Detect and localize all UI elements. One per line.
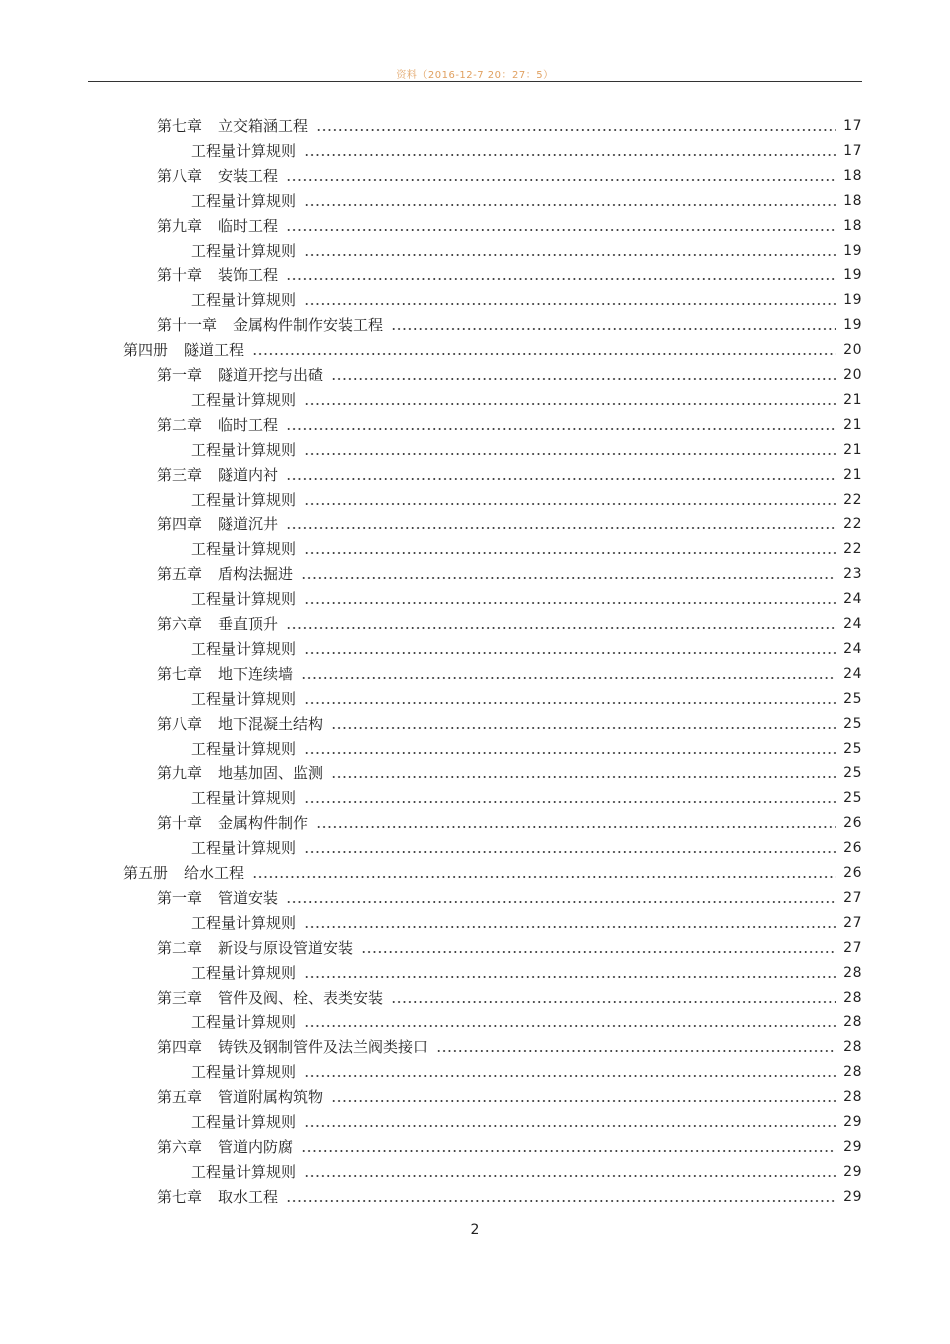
toc-entry[interactable] xyxy=(191,587,862,611)
toc-entry-name: 管道内防腐 xyxy=(218,1137,294,1156)
toc-entry-name: 工程量计算规则 xyxy=(191,689,297,708)
toc-entry[interactable] xyxy=(157,363,862,387)
toc-entry[interactable] xyxy=(157,986,862,1010)
toc-dot-leader xyxy=(286,179,836,181)
toc-entry[interactable] xyxy=(157,761,862,785)
toc-entry-title xyxy=(191,637,300,661)
toc-entry-page: 26 xyxy=(843,865,862,881)
toc-entry[interactable] xyxy=(157,164,862,188)
toc-entry[interactable] xyxy=(157,114,862,138)
toc-entry-name: 临时工程 xyxy=(218,415,279,434)
toc-entry-page: 24 xyxy=(843,665,862,682)
toc-entry[interactable] xyxy=(157,463,862,487)
toc-entry-page: 27 xyxy=(843,889,862,906)
toc-dot-leader xyxy=(331,727,836,729)
toc-dot-leader xyxy=(304,403,836,405)
toc-entry-name: 金属构件制作安装工程 xyxy=(233,316,384,335)
toc-entry-chapter: 第八章 xyxy=(157,714,203,733)
toc-entry-name: 工程量计算规则 xyxy=(191,739,297,758)
toc-entry[interactable] xyxy=(157,1185,862,1209)
toc-entry-name: 铸铁及钢制管件及法兰阀类接口 xyxy=(218,1038,429,1057)
toc-dot-leader xyxy=(286,1200,836,1202)
toc-entry-page: 24 xyxy=(843,640,862,657)
toc-dot-leader xyxy=(304,801,836,803)
toc-entry-page: 27 xyxy=(843,914,862,931)
toc-entry-name: 隧道沉井 xyxy=(218,515,279,534)
toc-entry-name: 工程量计算规则 xyxy=(191,1063,297,1082)
toc-dot-leader xyxy=(304,552,836,554)
toc-entry[interactable] xyxy=(191,139,862,163)
toc-entry[interactable] xyxy=(157,712,862,736)
toc-entry-page: 25 xyxy=(843,740,862,757)
toc-dot-leader xyxy=(304,154,836,156)
toc-entry-page: 25 xyxy=(843,765,862,782)
toc-entry-name: 工程量计算规则 xyxy=(191,241,297,260)
toc-entry-chapter: 第五章 xyxy=(157,1088,203,1107)
toc-entry-title xyxy=(191,587,300,611)
toc-entry-title xyxy=(157,612,282,636)
toc-dot-leader xyxy=(286,627,836,629)
toc-dot-leader xyxy=(304,652,836,654)
toc-entry-page: 17 xyxy=(843,142,862,159)
header-rule xyxy=(88,81,862,82)
toc-dot-leader xyxy=(304,453,836,455)
toc-entry[interactable] xyxy=(157,562,862,586)
toc-dot-leader xyxy=(301,1150,836,1152)
toc-entry-title xyxy=(191,438,300,462)
toc-entry-page: 19 xyxy=(843,267,862,284)
toc-entry-title xyxy=(191,1010,300,1034)
toc-entry-chapter: 第四章 xyxy=(157,1038,203,1057)
toc-dot-leader xyxy=(331,776,836,778)
toc-dot-leader xyxy=(361,951,836,953)
toc-dot-leader xyxy=(304,1025,836,1027)
toc-entry-page: 21 xyxy=(843,416,862,433)
toc-entry-name: 隧道开挖与出碴 xyxy=(218,366,324,384)
toc-entry[interactable] xyxy=(157,214,862,238)
toc-entry[interactable] xyxy=(191,388,862,412)
toc-entry-page: 25 xyxy=(843,790,862,807)
toc-entry-chapter: 第十一章 xyxy=(157,316,218,335)
toc-entry-name: 工程量计算规则 xyxy=(191,1162,297,1181)
toc-entry-name: 隧道内衬 xyxy=(218,465,279,484)
toc-entry-name: 工程量计算规则 xyxy=(191,963,297,982)
toc-entry[interactable] xyxy=(157,413,862,437)
toc-entry-page: 29 xyxy=(843,1188,862,1205)
toc-entry-title xyxy=(157,512,282,536)
toc-entry-page: 22 xyxy=(843,491,862,508)
toc-entry-chapter: 第五册 xyxy=(123,864,169,882)
toc-entry-title xyxy=(157,1085,327,1109)
toc-entry-page: 19 xyxy=(843,292,862,309)
toc-entry-chapter: 第二章 xyxy=(157,415,203,434)
toc-entry[interactable] xyxy=(191,1060,862,1084)
toc-entry[interactable] xyxy=(157,662,862,686)
toc-entry-page: 29 xyxy=(843,1163,862,1180)
toc-dot-leader xyxy=(286,229,836,231)
toc-entry-title xyxy=(191,537,300,561)
toc-entry[interactable] xyxy=(157,1135,862,1159)
toc-entry-page: 22 xyxy=(843,516,862,533)
toc-entry-chapter: 第一章 xyxy=(157,366,203,384)
toc-entry-page: 28 xyxy=(843,964,862,981)
toc-entry-title xyxy=(157,1185,282,1209)
toc-entry-title xyxy=(191,239,300,263)
toc-dot-leader xyxy=(301,677,836,679)
toc-entry-page: 21 xyxy=(843,391,862,408)
toc-entry[interactable] xyxy=(191,687,862,711)
toc-entry-name: 管件及阀、栓、表类安装 xyxy=(218,988,384,1007)
toc-dot-leader xyxy=(436,1050,836,1052)
toc-dot-leader xyxy=(304,752,836,754)
toc-entry-name: 工程量计算规则 xyxy=(191,291,297,310)
toc-dot-leader xyxy=(304,204,836,206)
toc-dot-leader xyxy=(252,353,836,355)
toc-entry-title xyxy=(123,861,248,885)
toc-entry[interactable] xyxy=(191,836,862,860)
toc-entry-title xyxy=(157,263,282,287)
toc-entry[interactable] xyxy=(191,911,862,935)
toc-dot-leader xyxy=(304,1175,836,1177)
toc-entry-page: 27 xyxy=(843,939,862,956)
toc-entry-chapter: 第三章 xyxy=(157,465,203,484)
toc-entry-name: 盾构法掘进 xyxy=(218,565,294,584)
toc-entry-name: 管道安装 xyxy=(218,888,279,907)
toc-entry-title xyxy=(191,1060,300,1084)
toc-entry-name: 地基加固、监测 xyxy=(218,764,324,783)
toc-entry-name: 取水工程 xyxy=(218,1187,279,1206)
toc-dot-leader xyxy=(252,876,836,878)
toc-entry[interactable] xyxy=(191,189,862,213)
toc-entry[interactable] xyxy=(157,512,862,536)
toc-entry-page: 24 xyxy=(843,591,862,608)
toc-entry-title xyxy=(191,911,300,935)
toc-entry[interactable] xyxy=(157,811,862,835)
toc-dot-leader xyxy=(304,1075,836,1077)
toc-entry-name: 给水工程 xyxy=(184,864,245,882)
toc-entry[interactable] xyxy=(191,488,862,512)
toc-entry[interactable] xyxy=(191,239,862,263)
toc-entry-title xyxy=(191,1160,300,1184)
toc-entry[interactable] xyxy=(157,612,862,636)
toc-entry-title xyxy=(157,114,312,138)
toc-dot-leader xyxy=(391,328,836,330)
toc-entry[interactable] xyxy=(123,861,862,885)
toc-entry-title xyxy=(157,712,327,736)
toc-entry-title xyxy=(191,786,300,810)
toc-entry-chapter: 第八章 xyxy=(157,166,203,185)
toc-entry-name: 工程量计算规则 xyxy=(191,590,297,609)
toc-entry-title xyxy=(157,986,387,1010)
toc-entry-chapter: 第十章 xyxy=(157,814,203,833)
toc-entry-title xyxy=(157,313,387,337)
toc-entry-title xyxy=(191,388,300,412)
toc-entry[interactable] xyxy=(157,1035,862,1059)
toc-dot-leader xyxy=(286,527,836,529)
toc-entry-title xyxy=(157,562,297,586)
toc-entry-name: 地下连续墙 xyxy=(218,664,294,683)
toc-entry-title xyxy=(191,189,300,213)
toc-entry[interactable] xyxy=(191,1110,862,1134)
toc-entry-chapter: 第三章 xyxy=(157,988,203,1007)
toc-dot-leader xyxy=(304,254,836,256)
toc-entry-title xyxy=(191,1110,300,1134)
toc-entry-chapter: 第十章 xyxy=(157,266,203,285)
toc-entry-title xyxy=(191,737,300,761)
toc-dot-leader xyxy=(286,478,836,480)
toc-dot-leader xyxy=(304,926,836,928)
toc-entry-chapter: 第七章 xyxy=(157,1187,203,1206)
toc-entry-chapter: 第四章 xyxy=(157,515,203,534)
toc-entry-chapter: 第七章 xyxy=(157,117,203,135)
toc-entry-name: 管道附属构筑物 xyxy=(218,1088,324,1107)
toc-dot-leader xyxy=(304,851,836,853)
toc-entry-title xyxy=(123,338,248,362)
toc-entry-name: 立交箱涵工程 xyxy=(218,117,309,135)
toc-entry-page: 29 xyxy=(843,1114,862,1130)
toc-entry-page: 21 xyxy=(843,466,862,483)
toc-dot-leader xyxy=(331,378,836,380)
toc-entry-name: 地下混凝土结构 xyxy=(218,714,324,733)
toc-entry-name: 工程量计算规则 xyxy=(191,1013,297,1032)
toc-dot-leader xyxy=(286,901,836,903)
toc-entry-page: 19 xyxy=(843,317,862,334)
toc-entry-name: 工程量计算规则 xyxy=(191,839,297,858)
toc-dot-leader xyxy=(331,1100,836,1102)
toc-dot-leader xyxy=(304,702,836,704)
toc-entry-title xyxy=(157,214,282,238)
toc-entry-name: 安装工程 xyxy=(218,166,279,185)
toc-entry-page: 23 xyxy=(843,566,862,583)
toc-dot-leader xyxy=(316,129,836,131)
toc-entry-page: 19 xyxy=(843,242,862,259)
toc-entry-name: 临时工程 xyxy=(218,216,279,235)
toc-entry-page: 25 xyxy=(843,690,862,707)
header-text: 资料（2016-12-7 20：27：5） xyxy=(396,70,554,81)
toc-entry-chapter: 第九章 xyxy=(157,216,203,235)
toc-entry[interactable] xyxy=(191,537,862,561)
toc-entry-page: 25 xyxy=(843,715,862,732)
toc-entry-title xyxy=(191,288,300,312)
toc-entry-name: 工程量计算规则 xyxy=(191,1113,297,1131)
toc-dot-leader xyxy=(304,1125,836,1127)
toc-entry-name: 金属构件制作 xyxy=(218,814,309,833)
toc-entry-title xyxy=(157,1035,432,1059)
toc-entry[interactable] xyxy=(191,961,862,985)
toc-entry[interactable] xyxy=(191,737,862,761)
toc-entry-title xyxy=(157,413,282,437)
toc-entry-page: 18 xyxy=(843,167,862,184)
toc-entry-page: 20 xyxy=(843,367,862,383)
toc-entry-title xyxy=(191,687,300,711)
toc-entry-page: 28 xyxy=(843,1089,862,1106)
toc-entry[interactable] xyxy=(191,1010,862,1034)
toc-dot-leader xyxy=(304,602,836,604)
toc-entry-name: 工程量计算规则 xyxy=(191,141,297,160)
toc-entry-name: 垂直顶升 xyxy=(218,615,279,633)
toc-entry-title xyxy=(157,363,327,387)
toc-entry-name: 隧道工程 xyxy=(184,341,245,360)
toc-dot-leader xyxy=(304,976,836,978)
toc-entry-title xyxy=(191,836,300,860)
toc-entry-page: 28 xyxy=(843,1014,862,1031)
toc-entry-page: 24 xyxy=(843,616,862,632)
toc-entry-title xyxy=(191,488,300,512)
toc-entry-page: 20 xyxy=(843,342,862,359)
toc-entry[interactable] xyxy=(157,936,862,960)
toc-entry-title xyxy=(157,761,327,785)
toc-entry-page: 17 xyxy=(843,118,862,134)
toc-entry-chapter: 第九章 xyxy=(157,764,203,783)
toc-entry-title xyxy=(191,139,300,163)
toc-entry-title xyxy=(157,936,357,960)
toc-entry[interactable] xyxy=(191,438,862,462)
toc-entry-chapter: 第七章 xyxy=(157,664,203,683)
toc-entry[interactable] xyxy=(157,1085,862,1109)
toc-dot-leader xyxy=(286,278,836,280)
toc-dot-leader xyxy=(391,1001,836,1003)
toc-dot-leader xyxy=(301,577,836,579)
toc-entry-name: 工程量计算规则 xyxy=(191,440,297,459)
toc-entry[interactable] xyxy=(191,786,862,810)
toc-entry-name: 工程量计算规则 xyxy=(191,789,297,808)
toc-entry-name: 装饰工程 xyxy=(218,266,279,285)
toc-entry-page: 21 xyxy=(843,441,862,458)
toc-entry[interactable] xyxy=(123,338,862,362)
toc-entry-chapter: 第五章 xyxy=(157,565,203,584)
toc-entry-name: 新设与原设管道安装 xyxy=(218,938,354,957)
toc-entry-page: 28 xyxy=(843,1039,862,1056)
page-number: 2 xyxy=(470,1222,480,1238)
toc-entry-name: 工程量计算规则 xyxy=(191,490,297,509)
toc-entry-title xyxy=(157,164,282,188)
toc-entry-title xyxy=(157,811,312,835)
toc-entry-chapter: 第六章 xyxy=(157,1137,203,1156)
toc-entry[interactable] xyxy=(157,263,862,287)
toc-entry-page: 26 xyxy=(843,840,862,857)
toc-entry-name: 工程量计算规则 xyxy=(191,913,297,932)
toc-entry-page: 26 xyxy=(843,815,862,832)
toc-entry-title xyxy=(191,961,300,985)
toc-entry-chapter: 第四册 xyxy=(123,341,169,360)
toc-entry-chapter: 第一章 xyxy=(157,888,203,907)
toc-entry-page: 29 xyxy=(843,1138,862,1155)
toc-entry-chapter: 第六章 xyxy=(157,615,203,633)
toc-entry-page: 22 xyxy=(843,541,862,558)
toc-entry-page: 28 xyxy=(843,989,862,1006)
toc-entry[interactable] xyxy=(157,313,862,337)
toc-entry[interactable] xyxy=(191,288,862,312)
toc-dot-leader xyxy=(286,428,836,430)
toc-entry[interactable] xyxy=(191,637,862,661)
toc-entry-name: 工程量计算规则 xyxy=(191,191,297,210)
toc-dot-leader xyxy=(304,303,836,305)
toc-entry-title xyxy=(157,1135,297,1159)
toc-dot-leader xyxy=(304,503,836,505)
toc-dot-leader xyxy=(316,826,836,828)
toc-entry-name: 工程量计算规则 xyxy=(191,639,297,658)
toc-entry-chapter: 第二章 xyxy=(157,938,203,957)
toc-entry-name: 工程量计算规则 xyxy=(191,540,297,559)
toc-entry[interactable] xyxy=(191,1160,862,1184)
toc-entry-page: 18 xyxy=(843,192,862,209)
toc-entry-page: 18 xyxy=(843,217,862,234)
toc-entry-title xyxy=(157,662,297,686)
toc-entry-title xyxy=(157,886,282,910)
toc-entry-page: 28 xyxy=(843,1064,862,1081)
toc-entry-title xyxy=(157,463,282,487)
toc-entry-name: 工程量计算规则 xyxy=(191,390,297,409)
toc-entry[interactable] xyxy=(157,886,862,910)
